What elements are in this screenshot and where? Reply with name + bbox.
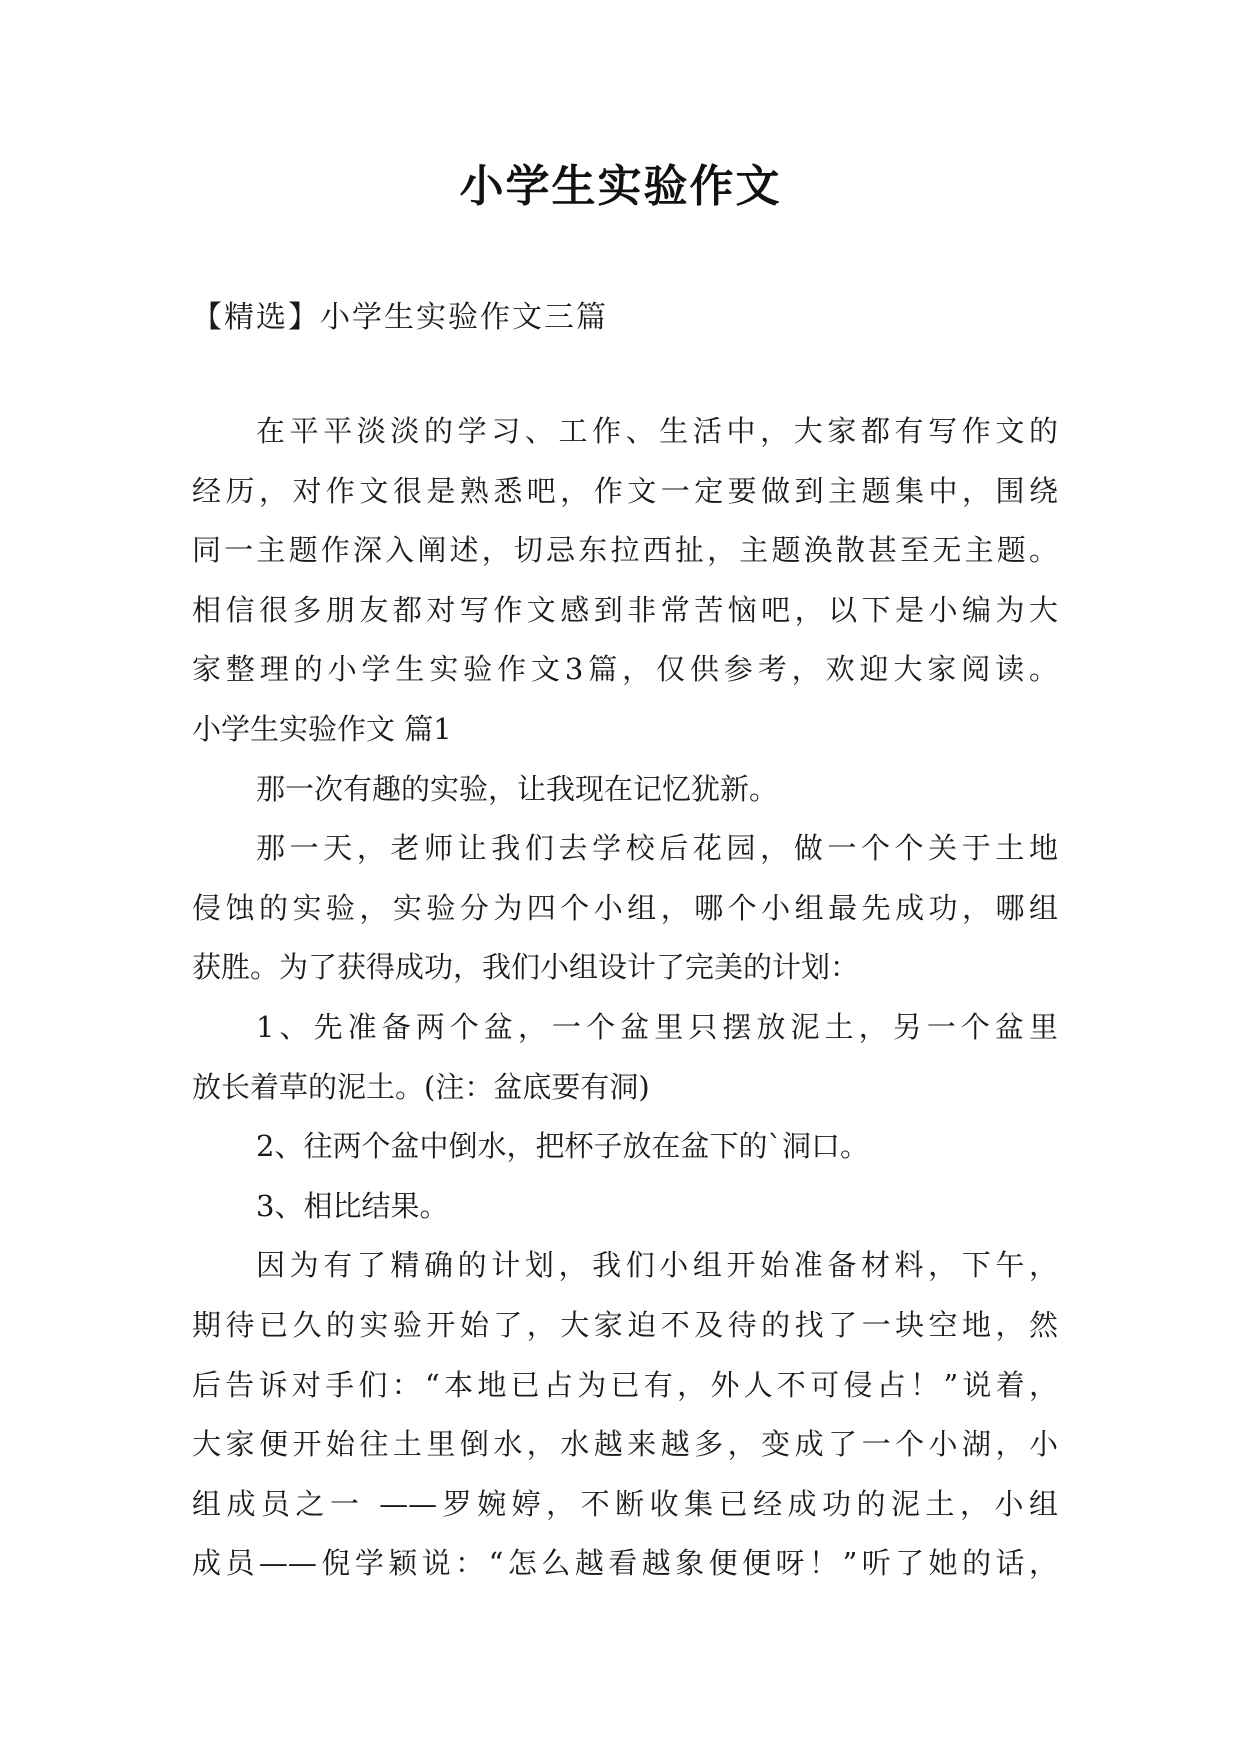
paragraph-line: 那一天，老师让我们去学校后花园，做一个个关于土地 <box>256 831 1058 866</box>
paragraph-line: 那一次有趣的实验，让我现在记忆犹新。 <box>256 771 779 806</box>
document-subtitle: 【精选】小学生实验作文三篇 <box>192 300 608 335</box>
document-title: 小学生实验作文 <box>459 161 782 212</box>
paragraph-line: 成员——倪学颖说：“怎么越看越象便便呀！”听了她的话， <box>192 1546 1058 1581</box>
paragraph-line: 经历，对作文很是熟悉吧，作文一定要做到主题集中，围绕 <box>192 473 1058 508</box>
paragraph-line: 侵蚀的实验，实验分为四个小组，哪个小组最先成功，哪组 <box>192 890 1058 925</box>
paragraph-line: 在平平淡淡的学习、工作、生活中，大家都有写作文的 <box>256 414 1058 448</box>
paragraph-line: 放长着草的泥土。(注：盆底要有洞) <box>192 1069 650 1104</box>
paragraph-line: 相信很多朋友都对写作文感到非常苦恼吧，以下是小编为大 <box>192 592 1058 627</box>
paragraph-line: 获胜。为了获得成功，我们小组设计了完美的计划： <box>192 950 860 985</box>
paragraph-line: 期待已久的实验开始了，大家迫不及待的找了一块空地，然 <box>192 1307 1058 1342</box>
paragraph-line: 同一主题作深入阐述，切忌东拉西扯，主题涣散甚至无主题。 <box>192 533 1058 568</box>
paragraph-line: 家整理的小学生实验作文3篇，仅供参考，欢迎大家阅读。 <box>192 652 1058 687</box>
paragraph-line: 大家便开始往土里倒水，水越来越多，变成了一个小湖，小 <box>192 1427 1058 1462</box>
list-item: 1、先准备两个盆，一个盆里只摆放泥土，另一个盆里 <box>256 1009 1058 1044</box>
paragraph-line: 组成员之一 ——罗婉婷，不断收集已经成功的泥土，小组 <box>192 1486 1058 1521</box>
section-heading: 小学生实验作文 篇1 <box>192 711 452 746</box>
list-item: 2、往两个盆中倒水，把杯子放在盆下的`洞口。 <box>256 1129 869 1164</box>
list-item: 3、相比结果。 <box>256 1188 449 1223</box>
paragraph-line: 因为有了精确的计划，我们小组开始准备材料，下午， <box>256 1248 1058 1283</box>
paragraph-line: 后告诉对手们：“本地已占为已有，外人不可侵占！”说着， <box>192 1367 1058 1402</box>
document-body <box>192 402 1058 1594</box>
